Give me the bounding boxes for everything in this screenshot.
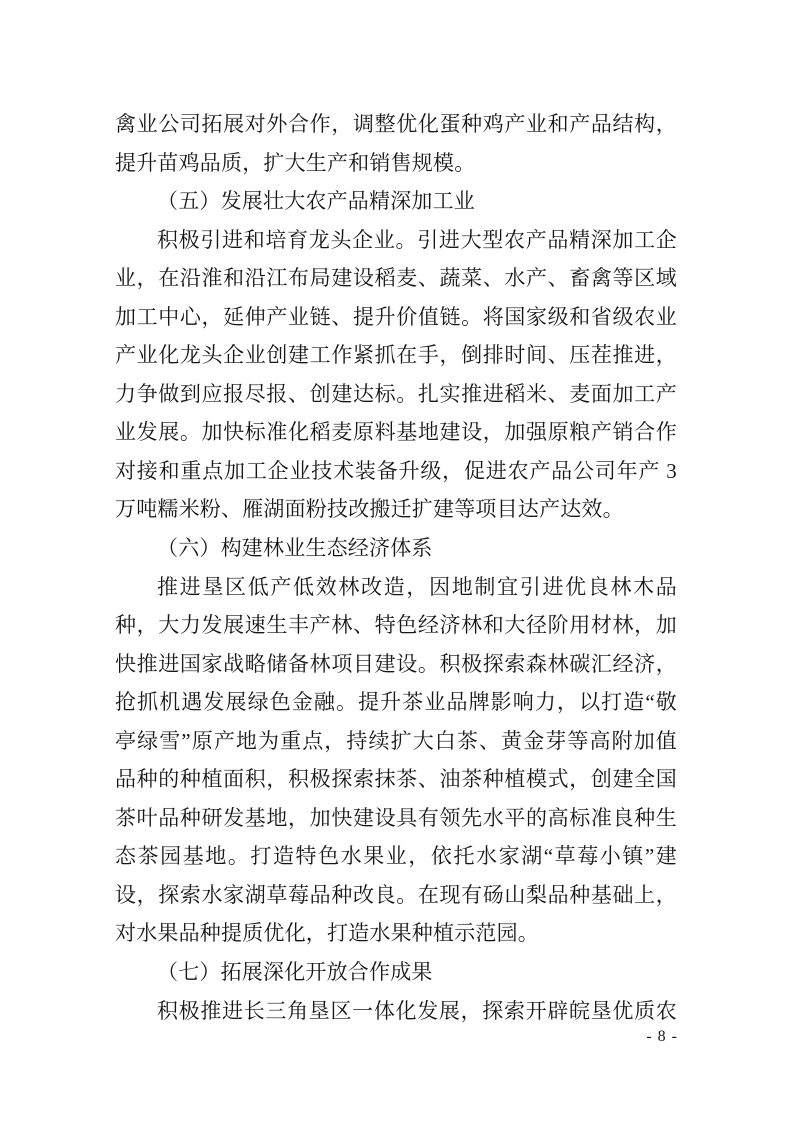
text-line: （七）拓展深化开放合作成果 xyxy=(157,960,433,985)
text-line: 万吨糯米粉、雁湖面粉技改搬迁扩建等项目达产达效。 xyxy=(115,497,624,522)
text-line: 禽业公司拓展对外合作，调整优化蛋种鸡产业和产品结构， xyxy=(115,112,677,136)
text-line: 业，在沿淮和沿江布局建设稻麦、蔬菜、水产、畜禽等区域 xyxy=(115,266,677,291)
text-line: 加工中心，延伸产业链、提升价值链。将国家级和省级农业 xyxy=(115,304,677,329)
text-line: 对接和重点加工企业技术装备升级，促进农产品公司年产 3 xyxy=(115,458,677,483)
para-section-6-body xyxy=(115,568,677,953)
text-line: 态茶园基地。打造特色水果业，依托水家湖“草莓小镇”建 xyxy=(115,844,677,869)
text-line: 积极推进长三角垦区一体化发展，探索开辟皖垦优质农 xyxy=(157,998,677,1023)
text-line: 推进垦区低产低效林改造，因地制宜引进优良林木品 xyxy=(157,574,677,599)
heading-section-7 xyxy=(115,953,677,992)
para-section-5-body xyxy=(115,221,677,529)
text-line: 快推进国家战略储备林项目建设。积极探索森林碳汇经济， xyxy=(115,651,677,676)
text-line: （五）发展壮大农产品精深加工业 xyxy=(157,189,475,214)
text-line: 种，大力发展速生丰产林、特色经济林和大径阶用材林，加 xyxy=(115,613,677,638)
text-line: 品种的种植面积，积极探索抹茶、油茶种植模式，创建全国 xyxy=(115,767,677,792)
text-line: 力争做到应报尽报、创建达标。扎实推进稻米、麦面加工产 xyxy=(115,381,677,406)
para-section-7-body xyxy=(115,992,677,1031)
page-number: - 8 - xyxy=(646,1028,678,1045)
text-line: 设，探索水家湖草莓品种改良。在现有砀山梨品种基础上， xyxy=(115,882,677,907)
heading-section-5 xyxy=(115,182,677,221)
text-line: 对水果品种提质优化，打造水果种植示范园。 xyxy=(115,921,539,946)
text-line: 积极引进和培育龙头企业。引进大型农产品精深加工企 xyxy=(157,227,677,252)
text-line: 茶叶品种研发基地，加快建设具有领先水平的高标准良种生 xyxy=(115,805,677,830)
text-line: （六）构建林业生态经济体系 xyxy=(157,536,433,561)
text-line: 业发展。加快标准化稻麦原料基地建设，加强原粮产销合作 xyxy=(115,420,677,445)
text-line: 亭绿雪”原产地为重点，持续扩大白茶、黄金芽等高附加值 xyxy=(115,728,677,753)
text-line: 产业化龙头企业创建工作紧抓在手，倒排时间、压茬推进， xyxy=(115,343,677,368)
heading-section-6 xyxy=(115,529,677,568)
text-line: 抢抓机遇发展绿色金融。提升茶业品牌影响力，以打造“敬 xyxy=(115,690,677,715)
document-body xyxy=(115,105,677,1030)
para-continuation-poultry xyxy=(115,105,677,182)
text-line: 提升苗鸡品质，扩大生产和销售规模。 xyxy=(115,150,476,175)
